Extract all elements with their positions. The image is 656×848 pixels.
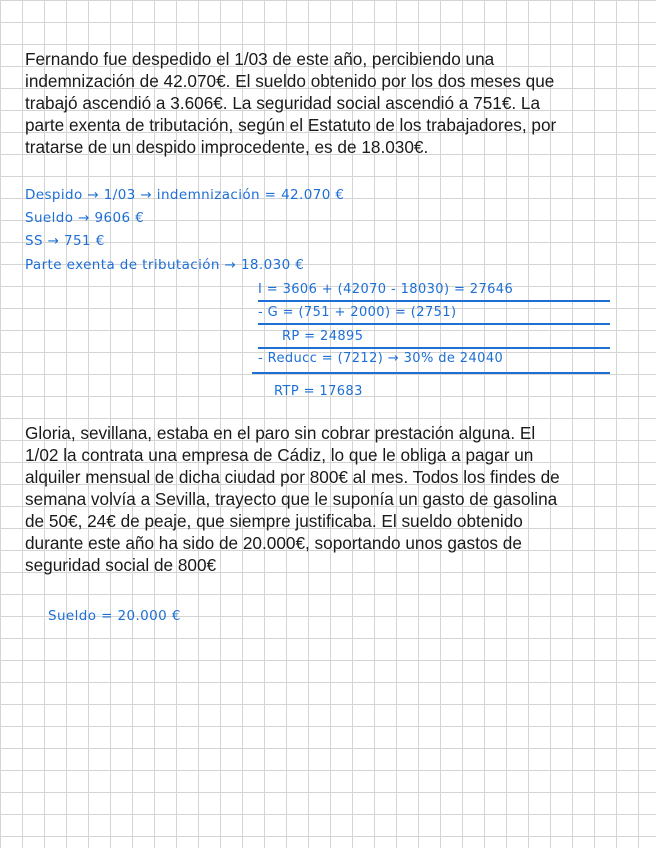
calc-rule	[258, 323, 610, 325]
calc-rule	[252, 372, 610, 374]
problem-2-text	[25, 422, 635, 576]
problem-1-line: parte exenta de tributación, según el Estatuto de los trabajadores, por	[25, 115, 557, 135]
note-despido: Despido → 1/03 → indemnización = 42.070 €	[25, 187, 345, 203]
note-parte-exenta: Parte exenta de tributación → 18.030 €	[25, 257, 305, 273]
calc-rendimiento-total: RTP = 17683	[274, 384, 363, 399]
problem-2-line: seguridad social de 800€	[25, 555, 217, 575]
calc-reduccion: - Reducc = (7212) → 30% de 24040	[258, 351, 504, 366]
calc-rendimiento-previo: RP = 24895	[282, 329, 364, 344]
problem-2-line: alquiler mensual de dicha ciudad por 800€ al mes. Todos los findes de	[25, 467, 560, 487]
problem-2-line: de 50€, 24€ de peaje, que siempre justificaba. El sueldo obtenido	[25, 511, 523, 531]
problem-2-line: semana volvía a Sevilla, trayecto que le suponía un gasto de gasolina	[25, 489, 558, 509]
calc-gastos: - G = (751 + 2000) = (2751)	[258, 305, 457, 320]
note-sueldo-gloria: Sueldo = 20.000 €	[48, 608, 181, 624]
calc-rule	[258, 347, 610, 349]
note-ss: SS → 751 €	[25, 233, 105, 249]
problem-1-line: trabajó ascendió a 3.606€. La seguridad social ascendió a 751€. La	[25, 93, 541, 113]
calc-rule	[258, 300, 610, 302]
problem-2-line: 1/02 la contrata una empresa de Cádiz, lo que le obliga a pagar un	[25, 445, 534, 465]
calc-ingresos: I = 3606 + (42070 - 18030) = 27646	[258, 282, 514, 297]
problem-2-line: durante este año ha sido de 20.000€, soportando unos gastos de	[25, 533, 522, 553]
note-sueldo: Sueldo → 9606 €	[25, 210, 145, 226]
problem-1-line: tratarse de un despido improcedente, es de 18.030€.	[25, 137, 429, 157]
problem-2-line: Gloria, sevillana, estaba en el paro sin cobrar prestación alguna. El	[25, 423, 536, 443]
problem-1-line: Fernando fue despedido el 1/03 de este año, percibiendo una	[25, 49, 495, 69]
problem-1-text	[25, 48, 635, 158]
problem-1-line: indemnización de 42.070€. El sueldo obtenido por los dos meses que	[25, 71, 555, 91]
